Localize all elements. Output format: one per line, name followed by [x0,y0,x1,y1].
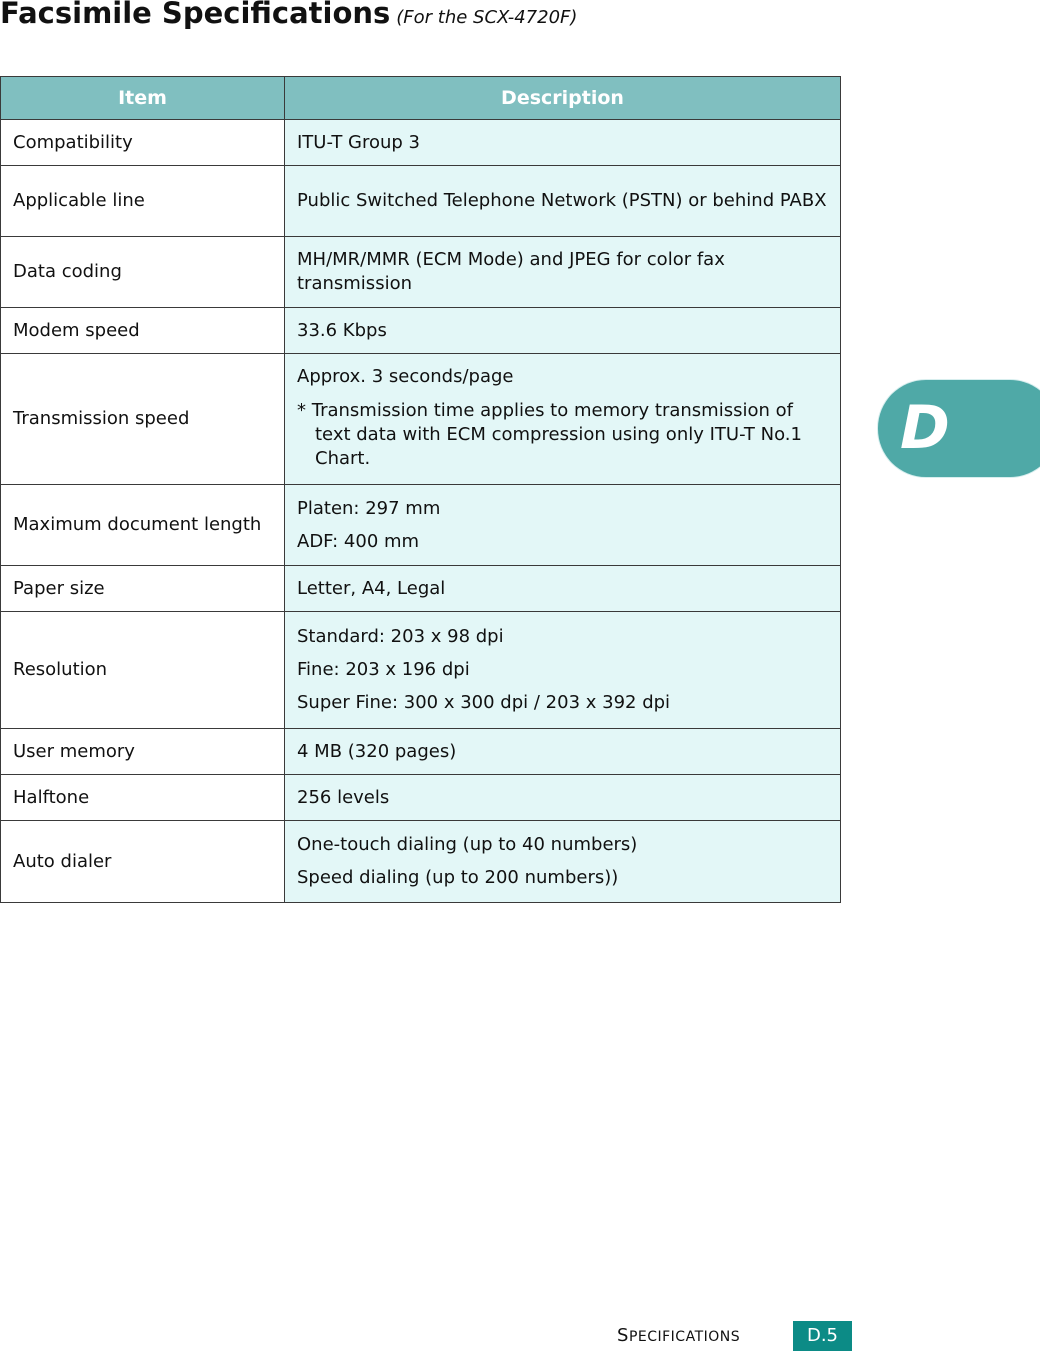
description-cell [285,566,841,612]
description-line: Standard: 203 x 98 dpi [297,626,504,647]
item-cell: Resolution [1,612,285,729]
header-description: Description [285,77,841,120]
footer-section-label [617,1325,740,1346]
page-number: D.5 [793,1321,852,1351]
table-row [1,308,841,354]
item-cell: Paper size [1,566,285,612]
description-note: * Transmission time applies to memory transmission of text data with ECM compression using only ITU-T No.1 Chart. [297,400,802,469]
description-line: ITU-T Group 3 [297,131,421,153]
description-line: 256 levels [297,786,390,808]
table-row [1,821,841,903]
table-row [1,354,841,485]
table-row [1,166,841,237]
page-title-text: Facsimile Specifications [0,0,391,30]
description-cell [285,485,841,566]
description-cell [285,166,841,237]
description-cell [285,612,841,729]
header-item: Item [1,77,285,120]
item-cell: User memory [1,729,285,775]
table-row [1,729,841,775]
description-cell [285,729,841,775]
description-line: Approx. 3 seconds/page [297,366,514,387]
description-line: Letter, A4, Legal [297,577,446,599]
description-cell [285,354,841,485]
description-line: Super Fine: 300 x 300 dpi / 203 x 392 dpi [297,692,671,713]
table-row [1,120,841,166]
description-cell [285,775,841,821]
description-cell [285,308,841,354]
description-line: Platen: 297 mm [297,497,441,519]
item-cell: Transmission speed [1,354,285,485]
item-cell: Auto dialer [1,821,285,903]
description-line: 4 MB (320 pages) [297,740,457,762]
item-cell: Maximum document length [1,485,285,566]
table-row [1,612,841,729]
page-title [0,0,577,30]
table-row [1,775,841,821]
description-cell [285,237,841,308]
chapter-letter: D [900,393,950,463]
table-row [1,237,841,308]
table-header-row [1,77,841,120]
description-line: Fine: 203 x 196 dpi [297,659,470,680]
description-line: One-touch dialing (up to 40 numbers) [297,834,638,855]
page-subtitle: (For the SCX-4720F) [396,7,578,28]
chapter-tab [878,380,1040,477]
footer-section-initial: S [617,1325,629,1346]
item-cell: Compatibility [1,120,285,166]
description-line: ADF: 400 mm [297,530,420,552]
table-row [1,485,841,566]
footer-section-rest: PECIFICATIONS [628,1329,741,1345]
table-body [1,120,841,903]
description-line: 33.6 Kbps [297,319,387,341]
description-cell [285,120,841,166]
table-row [1,566,841,612]
description-cell [285,821,841,903]
description-line: Public Switched Telephone Network (PSTN) or behind PABX [297,190,827,211]
facsimile-spec-table [0,76,841,903]
description-line: MH/MR/MMR (ECM Mode) and JPEG for color fax transmission [297,249,725,294]
item-cell: Halftone [1,775,285,821]
item-cell: Data coding [1,237,285,308]
item-cell: Applicable line [1,166,285,237]
description-line: Speed dialing (up to 200 numbers)) [297,867,619,888]
item-cell: Modem speed [1,308,285,354]
